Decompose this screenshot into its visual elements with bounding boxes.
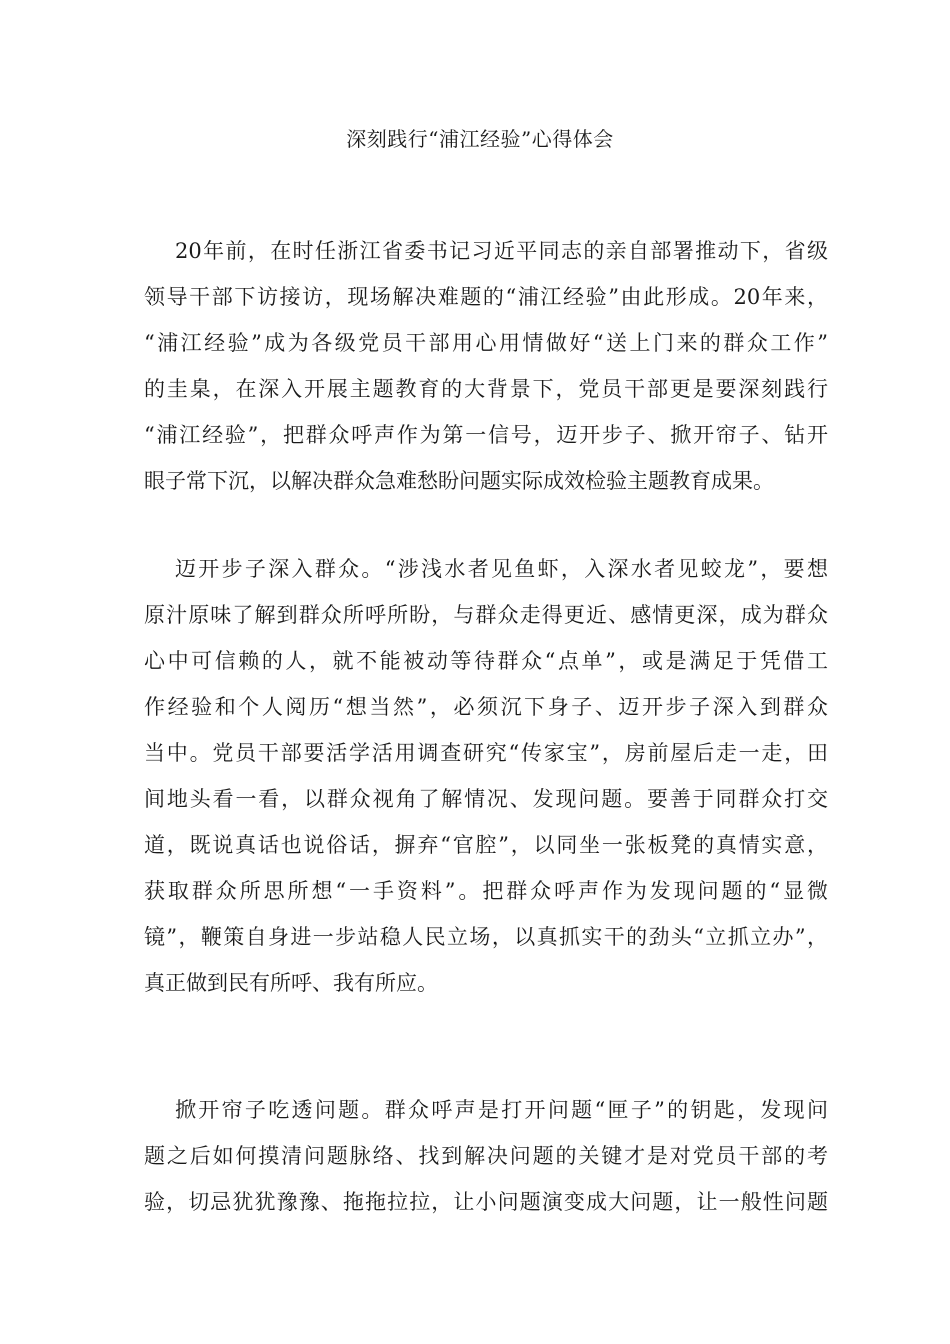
text-line: 道，既说真话也说俗话，摒弃“官腔”，以同坐一张板凳的真情实意， [144,833,828,857]
text-line: 当中。党员干部要活学活用调查研究“传家宝”，房前屋后走一走，田 [144,741,828,765]
text-line: 原汁原味了解到群众所呼所盼，与群众走得更近、感情更深，成为群众 [144,603,828,627]
text-line: 题之后如何摸清问题脉络、找到解决问题的关键才是对党员干部的考 [144,1144,828,1168]
text-line: 迈开步子深入群众。“涉浅水者见鱼虾，入深水者见蛟龙”，要想 [175,557,828,581]
text-line: 间地头看一看，以群众视角了解情况、发现问题。要善于同群众打交 [144,787,828,811]
text-line: 镜”，鞭策自身进一步站稳人民立场，以真抓实干的劲头“立抓立办”， [144,925,828,949]
text-line: 作经验和个人阅历“想当然”，必须沉下身子、迈开步子深入到群众 [144,695,828,719]
text-line: 心中可信赖的人，就不能被动等待群众“点单”，或是满足于凭借工 [144,649,828,673]
text-line: 获取群众所思所想“一手资料”。把群众呼声作为发现问题的“显微 [144,879,828,903]
text-line: 真正做到民有所呼、我有所应。 [144,971,438,995]
text-line: “浦江经验”，把群众呼声作为第一信号，迈开步子、掀开帘子、钻开 [144,423,828,447]
text-line: “浦江经验”成为各级党员干部用心用情做好“送上门来的群众工作” [144,331,828,355]
document-title: 深刻践行“浦江经验”心得体会 [346,127,614,151]
paragraph-2 [144,546,828,1006]
text-line: 掀开帘子吃透问题。群众呼声是打开问题“匣子”的钥匙，发现问 [175,1098,828,1122]
paragraph-1 [144,228,828,504]
text-line: 眼子常下沉，以解决群众急难愁盼问题实际成效检验主题教育成果。 [144,469,774,493]
text-line: 验，切忌犹犹豫豫、拖拖拉拉，让小问题演变成大问题，让一般性问题 [144,1190,828,1214]
text-line: 领导干部下访接访，现场解决难题的“浦江经验”由此形成。20年来， [144,285,828,309]
text-line: 20年前，在时任浙江省委书记习近平同志的亲自部署推动下，省级 [175,239,828,263]
paragraph-3 [144,1087,828,1225]
text-line: 的圭臬，在深入开展主题教育的大背景下，党员干部更是要深刻践行 [144,377,828,401]
